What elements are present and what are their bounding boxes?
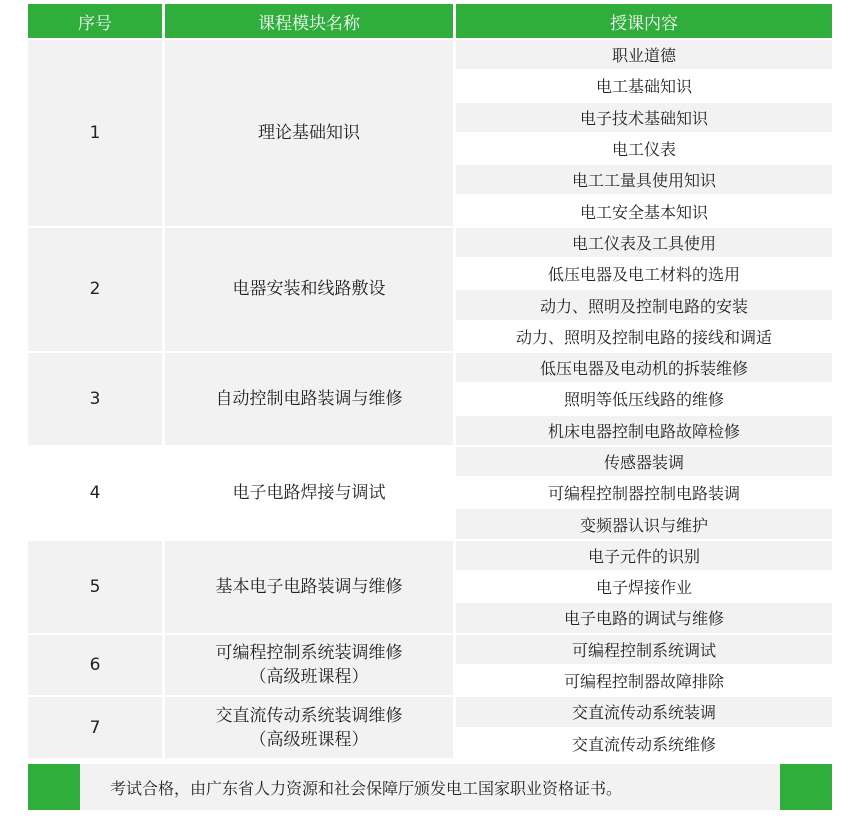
row-number: 3 <box>28 353 162 445</box>
content-item: 动力、照明及控制电路的安装 <box>456 290 832 319</box>
content-item: 低压电器及电动机的拆装维修 <box>456 353 832 382</box>
course-row <box>28 353 832 445</box>
module-name <box>165 353 453 445</box>
content-item: 电子技术基础知识 <box>456 103 832 132</box>
content-item: 传感器装调 <box>456 447 832 476</box>
module-name <box>165 541 453 633</box>
footer-text: 考试合格，由广东省人力资源和社会保障厅颁发电工国家职业资格证书。 <box>80 764 780 810</box>
row-number: 4 <box>28 447 162 539</box>
content-item: 电工基础知识 <box>456 71 832 100</box>
module-name-line: 交直流传动系统装调维修 <box>215 705 403 726</box>
content-item: 电工仪表及工具使用 <box>456 228 832 257</box>
module-name <box>165 697 453 758</box>
content-list <box>456 447 832 539</box>
content-item: 动力、照明及控制电路的接线和调适 <box>456 322 832 351</box>
table-body <box>28 40 832 758</box>
row-number: 7 <box>28 697 162 758</box>
content-item: 交直流传动系统装调 <box>456 697 832 726</box>
footer-left-bar <box>28 764 80 810</box>
module-name-line: 基本电子电路装调与维修 <box>215 576 403 597</box>
course-row <box>28 541 832 633</box>
header-no: 序号 <box>28 4 162 38</box>
content-item: 电工仪表 <box>456 134 832 163</box>
content-list <box>456 541 832 633</box>
content-item: 低压电器及电工材料的选用 <box>456 259 832 288</box>
content-item: 变频器认识与维护 <box>456 509 832 538</box>
course-row <box>28 447 832 539</box>
table-header <box>28 4 832 38</box>
module-name-line: 可编程控制系统装调维修 <box>215 642 403 663</box>
row-number: 2 <box>28 228 162 351</box>
content-list <box>456 697 832 758</box>
module-name <box>165 447 453 539</box>
module-name-line: 自动控制电路装调与维修 <box>215 388 403 409</box>
row-number: 1 <box>28 40 162 226</box>
content-item: 可编程控制器控制电路装调 <box>456 478 832 507</box>
content-list <box>456 635 832 696</box>
content-list <box>456 40 832 226</box>
module-name-line: 电器安装和线路敷设 <box>232 279 386 300</box>
content-list <box>456 228 832 351</box>
header-module: 课程模块名称 <box>165 4 453 38</box>
header-content: 授课内容 <box>456 4 832 38</box>
footer-banner <box>28 764 832 810</box>
content-item: 职业道德 <box>456 40 832 69</box>
content-list <box>456 353 832 445</box>
row-number: 6 <box>28 635 162 696</box>
course-row <box>28 228 832 351</box>
module-name-line: 电子电路焊接与调试 <box>232 482 386 503</box>
course-row <box>28 697 832 758</box>
content-item: 电子电路的调试与维修 <box>456 603 832 632</box>
course-row <box>28 40 832 226</box>
content-item: 机床电器控制电路故障检修 <box>456 416 832 445</box>
content-item: 电子元件的识别 <box>456 541 832 570</box>
course-table <box>28 4 832 760</box>
course-row <box>28 635 832 696</box>
module-name-line: 理论基础知识 <box>258 122 360 143</box>
module-name-line: （高级班课程） <box>249 729 369 750</box>
module-name-line: （高级班课程） <box>249 666 369 687</box>
content-item: 电工工量具使用知识 <box>456 165 832 194</box>
content-item: 电工安全基本知识 <box>456 196 832 225</box>
row-number: 5 <box>28 541 162 633</box>
module-name <box>165 40 453 226</box>
content-item: 电子焊接作业 <box>456 572 832 601</box>
content-item: 可编程控制系统调试 <box>456 635 832 664</box>
module-name <box>165 228 453 351</box>
module-name <box>165 635 453 696</box>
content-item: 可编程控制器故障排除 <box>456 666 832 695</box>
footer-right-bar <box>780 764 832 810</box>
content-item: 照明等低压线路的维修 <box>456 384 832 413</box>
content-item: 交直流传动系统维修 <box>456 729 832 758</box>
